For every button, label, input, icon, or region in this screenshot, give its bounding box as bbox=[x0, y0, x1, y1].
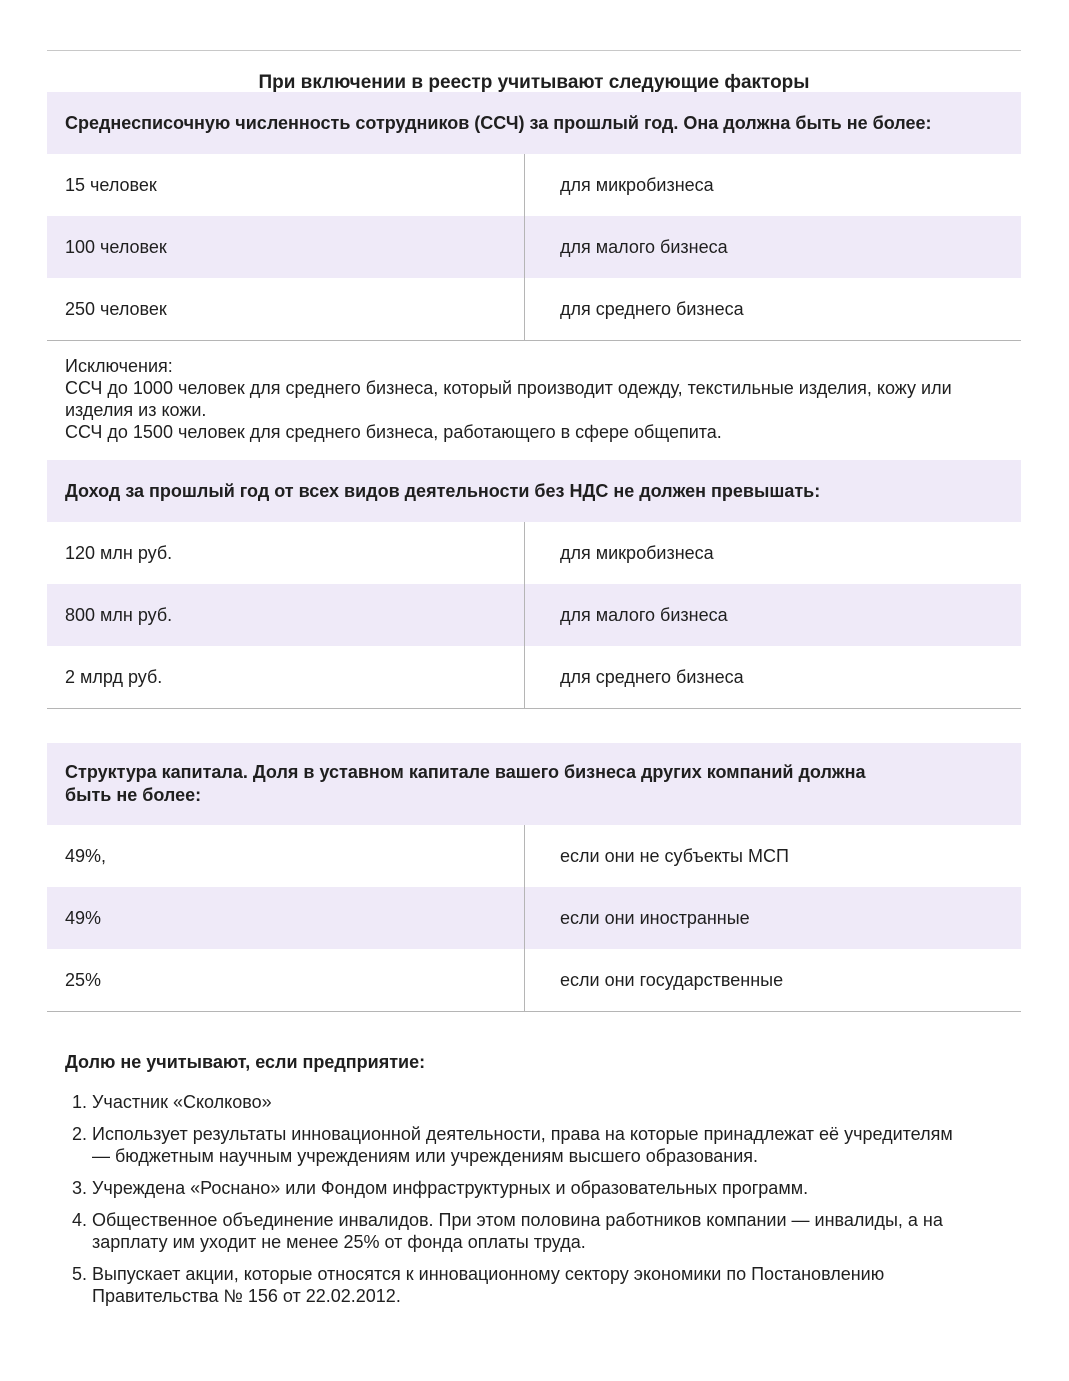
spacer bbox=[47, 1073, 1021, 1091]
exclusion-heading: Долю не учитывают, если предприятие: bbox=[65, 1052, 426, 1072]
revenue-value: 120 млн руб. bbox=[47, 522, 525, 584]
share-value: 49%, bbox=[47, 825, 525, 887]
owner-type: если они не субъекты МСП bbox=[560, 845, 789, 866]
table-row bbox=[47, 949, 1021, 1011]
headcount-value: 100 человек bbox=[47, 216, 525, 278]
business-category: для малого бизнеса bbox=[560, 604, 728, 625]
capital-heading: Структура капитала. Доля в уставном капитале вашего бизнеса других компаний должна быть не более: bbox=[47, 743, 1021, 825]
business-category: для среднего бизнеса bbox=[560, 298, 744, 319]
share-value: 49% bbox=[47, 887, 525, 949]
list-item: 1. Участник «Сколково» bbox=[92, 1091, 1021, 1113]
headcount-value: 250 человек bbox=[47, 278, 525, 340]
spacer bbox=[47, 709, 1021, 743]
list-item: 5. Выпускает акции, которые относятся к инновационному сектору экономики по Постановлению Правительства № 156 от 22.02.2012. bbox=[92, 1263, 1021, 1307]
business-category: для микробизнеса bbox=[560, 542, 714, 563]
revenue-value: 800 млн руб. bbox=[47, 584, 525, 646]
headcount-value: 15 человек bbox=[47, 154, 525, 216]
table-row bbox=[47, 584, 1021, 646]
list-item: 4. Общественное объединение инвалидов. При этом половина работников компании — инвалиды, а на зарплату им уходит не менее 25% от фонда оплаты труда. bbox=[92, 1209, 1021, 1253]
share-value: 25% bbox=[47, 949, 525, 1011]
business-category: для малого бизнеса bbox=[560, 236, 728, 257]
business-category: для среднего бизнеса bbox=[560, 666, 744, 687]
exception-line: ССЧ до 1500 человек для среднего бизнеса, работающего в сфере общепита. bbox=[65, 422, 722, 442]
business-category: для микробизнеса bbox=[560, 174, 714, 195]
table-row bbox=[47, 278, 1021, 340]
list-item: 3. Учреждена «Роснано» или Фондом инфраструктурных и образовательных программ. bbox=[92, 1177, 1021, 1199]
exceptions-label: Исключения: bbox=[65, 356, 173, 376]
table-row bbox=[47, 825, 1021, 887]
list-item: 2. Использует результаты инновационной деятельности, права на которые принадлежат её учредителям — бюджетным научным учреждениям или учреждениям высшего образования. bbox=[92, 1123, 1021, 1167]
revenue-heading: Доход за прошлый год от всех видов деятельности без НДС не должен превышать: bbox=[47, 460, 1021, 522]
revenue-value: 2 млрд руб. bbox=[47, 646, 525, 708]
table-row bbox=[47, 154, 1021, 216]
table-row bbox=[47, 887, 1021, 949]
table-row bbox=[47, 216, 1021, 278]
headcount-heading: Среднесписочную численность сотрудников (ССЧ) за прошлый год. Она должна быть не более: bbox=[47, 92, 1021, 154]
exception-line: ССЧ до 1000 человек для среднего бизнеса, который производит одежду, текстильные изделия, кожу или изделия из кожи. bbox=[65, 378, 952, 420]
document bbox=[47, 50, 1021, 1317]
owner-type: если они государственные bbox=[560, 969, 784, 990]
table-row bbox=[47, 646, 1021, 708]
spacer bbox=[47, 1012, 1021, 1052]
exceptions-note bbox=[47, 341, 1021, 460]
table-row bbox=[47, 522, 1021, 584]
page-title: При включении в реестр учитывают следующие факторы bbox=[258, 72, 810, 93]
exclusion-list bbox=[47, 1091, 1021, 1307]
owner-type: если они иностранные bbox=[560, 907, 750, 928]
